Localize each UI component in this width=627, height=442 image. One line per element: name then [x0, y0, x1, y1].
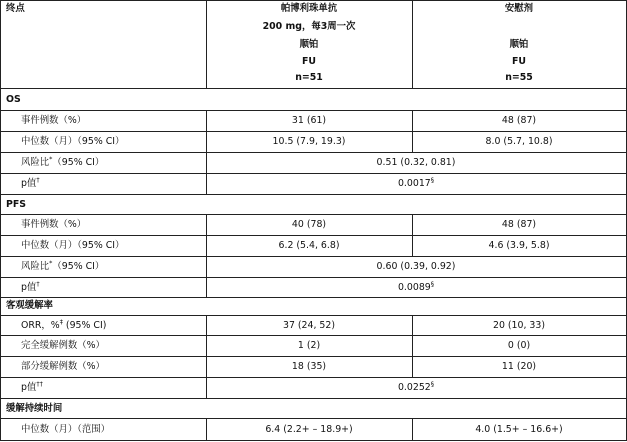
header-arm1-line4: FU [301, 56, 317, 67]
cell-arm2: 4.0 (1.5+ – 16.6+) [475, 424, 563, 435]
section-title-orr: 客观缓解率 [6, 300, 53, 311]
header-arm1-line5: n=51 [295, 72, 323, 83]
rule [0, 277, 627, 278]
cell-merged: 0.60 (0.39, 0.92) [376, 261, 456, 272]
section-title-dor: 缓解持续时间 [6, 403, 63, 414]
row-label: 事件例数（%） [21, 219, 87, 230]
col-rule [206, 0, 207, 89]
rule [0, 88, 627, 89]
rule [0, 398, 627, 399]
col-rule [412, 0, 413, 89]
cell-merged: 0.0089§ [397, 279, 435, 293]
header-arm1-line1: 帕博利珠单抗 [280, 3, 338, 14]
rule [0, 194, 627, 195]
rule [0, 173, 627, 174]
header-arm2-line1: 安慰剂 [504, 3, 534, 14]
cell-arm2: 0 (0) [507, 340, 531, 351]
col-rule [412, 214, 413, 257]
col-rule [206, 256, 207, 298]
row-label: 中位数（月）（范围） [21, 424, 111, 435]
rule [0, 235, 627, 236]
header-arm1-line2: 200 mg，每3周一次 [262, 21, 356, 32]
rule-top [0, 0, 627, 1]
cell-arm1: 18 (35) [291, 361, 327, 372]
rule [0, 356, 627, 357]
rule [0, 256, 627, 257]
cell-arm2: 8.0 (5.7, 10.8) [485, 136, 553, 147]
cell-arm1: 10.5 (7.9, 19.3) [272, 136, 346, 147]
cell-arm2: 20 (10, 33) [492, 320, 546, 331]
row-label: p值† [21, 279, 40, 293]
section-title-pfs: PFS [6, 199, 27, 210]
cell-arm1: 1 (2) [297, 340, 321, 351]
rule [0, 377, 627, 378]
col-rule [412, 315, 413, 378]
col-rule [412, 110, 413, 153]
cell-arm2: 48 (87) [501, 115, 537, 126]
cell-arm1: 31 (61) [291, 115, 327, 126]
rule [0, 297, 627, 298]
row-label: 完全缓解例数（%） [21, 340, 105, 351]
row-label: 事件例数（%） [21, 115, 87, 126]
cell-arm1: 40 (78) [291, 219, 327, 230]
cell-arm1: 6.4 (2.2+ – 18.9+) [265, 424, 353, 435]
rule [0, 315, 627, 316]
header-arm2-line2: 顺铂 [509, 39, 529, 50]
rule-bottom [0, 440, 627, 441]
header-arm2-line3: FU [511, 56, 527, 67]
cell-merged: 0.51 (0.32, 0.81) [376, 157, 456, 168]
row-label: 中位数（月）（95% CI） [21, 240, 125, 251]
col-rule [206, 377, 207, 399]
header-endpoint: 终点 [6, 3, 25, 14]
rule [0, 110, 627, 111]
header-arm1-line3: 顺铂 [299, 39, 319, 50]
col-rule [206, 418, 207, 441]
header-arm2-line4: n=55 [505, 72, 533, 83]
row-label: 部分缓解例数（%） [21, 361, 105, 372]
rule [0, 131, 627, 132]
rule [0, 214, 627, 215]
row-label: 中位数（月）（95% CI） [21, 136, 125, 147]
row-label: 风险比*（95% CI） [21, 154, 105, 168]
cell-merged: 0.0252§ [397, 379, 435, 393]
row-label: 风险比*（95% CI） [21, 258, 105, 272]
rule [0, 152, 627, 153]
cell-arm1: 37 (24, 52) [282, 320, 336, 331]
rule [0, 335, 627, 336]
cell-arm2: 48 (87) [501, 219, 537, 230]
row-label: ORR，%‡ (95% CI) [21, 317, 107, 331]
col-rule [206, 214, 207, 257]
row-label: p值† [21, 175, 40, 189]
row-label: p值†† [21, 379, 43, 393]
rule-left [0, 0, 1, 441]
cell-arm1: 6.2 (5.4, 6.8) [278, 240, 340, 251]
col-rule [206, 315, 207, 378]
col-rule [206, 110, 207, 153]
cell-arm2: 11 (20) [501, 361, 537, 372]
col-rule [412, 418, 413, 441]
cell-merged: 0.0017§ [397, 175, 435, 189]
section-title-os: OS [6, 94, 21, 105]
cell-arm2: 4.6 (3.9, 5.8) [488, 240, 550, 251]
rule [0, 418, 627, 419]
col-rule [206, 152, 207, 195]
